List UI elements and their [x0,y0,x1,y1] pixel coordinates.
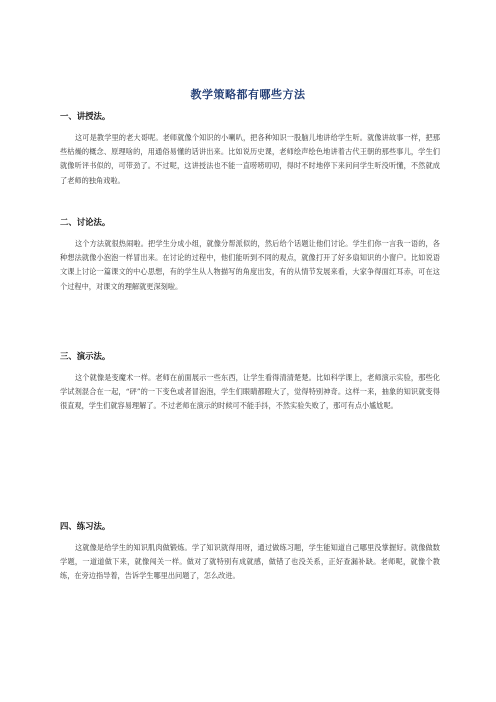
section-paragraph: 这个方法就很热闹啦。把学生分成小组，就像分帮派似的，然后给个话题让他们讨论。学生们你一言我一语的，各种想法就像小泡泡一样冒出来。在讨论的过程中，他们能听到不同的观点，就像打开了好多扇知识的小窗户。比如说语文课上讨论一篇课文的中心思想，有的学生从人物描写的角度出发，有的从情节发展来看，大家争得面红耳赤，可在这个过程中，对课文的理解就更深刻啦。 [60,239,440,291]
section-discussion-method [60,216,440,294]
section-paragraph: 这个就像是变魔术一样。老师在前面展示一些东西，让学生看得清清楚楚。比如科学课上，老师演示实验，那些化学试剂混合在一起，“砰”的一下变色或者冒泡泡，学生们眼睛都瞪大了，觉得特别神奇。这样一来，抽象的知识就变得很直观，学生们就容易理解了。不过老师在演示的时候可不能手抖，不然实验失败了，那可有点小尴尬呢。 [60,373,440,411]
section-heading: 四、练习法。 [60,521,111,531]
section-heading: 一、讲授法。 [60,111,111,121]
section-lecture-method [60,110,440,188]
section-paragraph: 这可是教学里的老大哥呢。老师就像个知识的小喇叭，把各种知识一股脑儿地讲给学生听。就像讲故事一样，把那些枯燥的概念、原理啥的，用通俗易懂的话讲出来。比如说历史课，老师绘声绘色地讲着古代王朝的那些事儿，学生们就像听评书似的，可带劲了。不过呢，这讲授法也不能一直唠唠叨叨，得时不时地停下来问问学生听没听懂，不然就成了老师的独角戏啦。 [60,133,440,185]
section-practice-method [60,520,440,584]
section-heading: 三、演示法。 [60,351,111,361]
section-demonstration-method [60,350,440,414]
section-paragraph: 这就像是给学生的知识肌肉做锻炼。学了知识就得用呀，通过做练习题，学生能知道自己哪里没掌握好。就像做数学题，一道道做下来，就像闯关一样。做对了就特别有成就感，做错了也没关系，正好查漏补缺。老师呢，就像个教练，在旁边指导着，告诉学生哪里出问题了，怎么改进。 [60,543,440,581]
section-heading: 二、讨论法。 [60,217,111,227]
document-title: 教学策略都有哪些方法 [190,88,306,101]
